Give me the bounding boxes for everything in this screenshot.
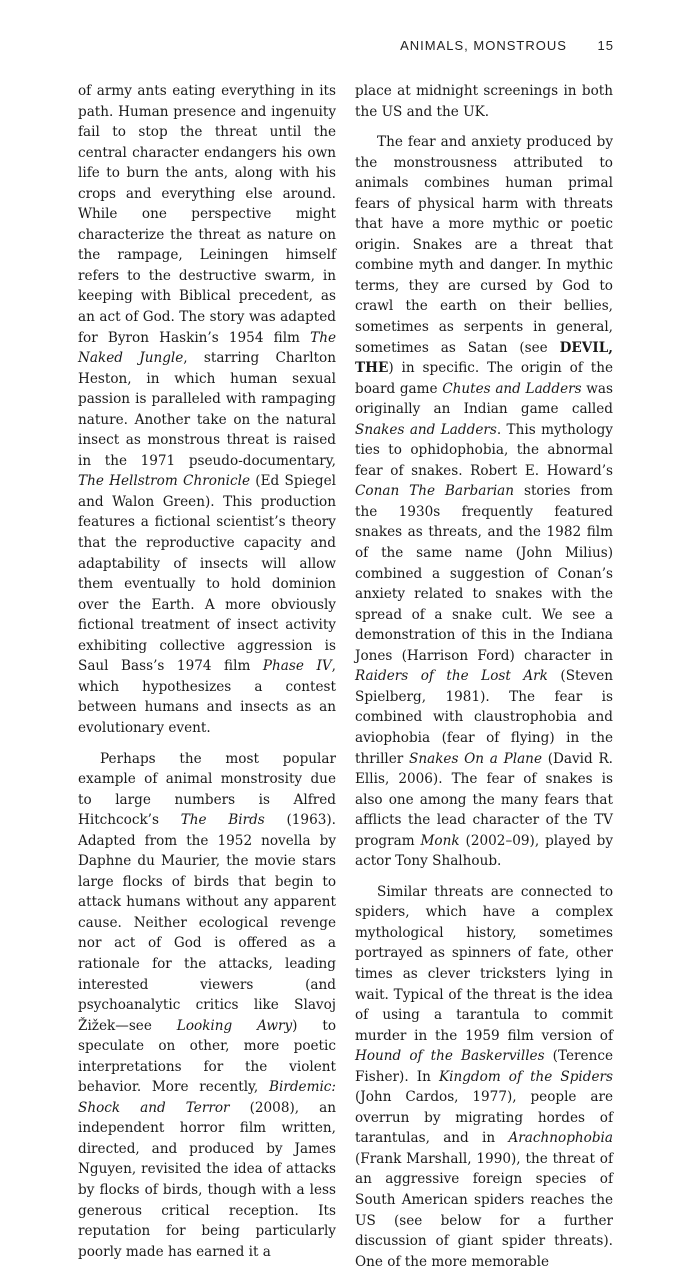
game-title: Chutes and Ladders bbox=[442, 380, 582, 397]
film-title: The Naked Jungle bbox=[78, 329, 336, 367]
film-title: Birdemic: Shock and Terror bbox=[78, 1079, 336, 1116]
book-title: Looking Awry bbox=[176, 1017, 293, 1034]
film-title: Raiders of the Lost Ark bbox=[355, 668, 548, 685]
book-title: Conan The Barbarian bbox=[355, 483, 515, 500]
cross-reference: DEVIL, THE bbox=[355, 339, 613, 377]
film-title: Phase IV bbox=[262, 658, 332, 675]
tv-title: Monk bbox=[420, 832, 460, 849]
paragraph: Perhaps the most popular example of animal monstrosity due to large numbers is Alfred Hitchcock’s The Birds (1963). Adapted from the 1952 novella by Daphne du Maurier, the movie stars large flocks of birds that begin to attack humans without any apparent cause. Neither ecological revenge nor act of God is offered as a rationale for the attacks, leading interested viewers (and psychoanalytic critics like Slavoj Žižek—see Looking Awry) to speculate on other, more poetic interpretations for the violent behavior. More recently, Birdemic: Shock and Terror (2008), an independent horror film written, directed, and produced by James Nguyen, revisited the idea of attacks by flocks of birds, though with a less generous critical reception. Its reputation for being particularly poorly made has earned it a bbox=[78, 750, 337, 1260]
film-title: Kingdom of the Spiders bbox=[438, 1068, 613, 1085]
right-column bbox=[355, 81, 613, 1272]
page-number: 15 bbox=[597, 38, 614, 53]
game-title: Snakes and Ladders bbox=[355, 421, 497, 438]
section-title: ANIMALS, MONSTROUS bbox=[400, 38, 567, 53]
film-title: Snakes On a Plane bbox=[409, 750, 542, 767]
running-head bbox=[400, 38, 614, 53]
film-title: The Hellstrom Chronicle bbox=[78, 473, 250, 490]
film-title: The Birds bbox=[180, 812, 265, 829]
paragraph: Similar threats are connected to spiders, which have a complex mythological history, sometimes portrayed as spinners of fate, other times as clever tricksters lying in wait. Typical of the threat is the idea of using a tarantula to commit murder in the 1959 film version of Hound of the Baskervilles (Terence Fisher). In Kingdom of the Spiders (John Cardos, 1977), people are overrun by migrating hordes of tarantulas, and in Arachnophobia (Frank Marshall, 1990), the threat of an aggressive foreign species of South American spiders reaches the US (see below for a further discussion of giant spider threats). One of the more memorable bbox=[355, 883, 613, 1270]
left-column bbox=[78, 81, 336, 1262]
paragraph: place at midnight screenings in both the US and the UK. bbox=[355, 83, 613, 120]
paragraph: of army ants eating everything in its path. Human presence and ingenuity fail to stop the threat until the central character endangers his own life to burn the ants, along with his crops and everything else around. While one perspective might characterize the threat as nature on the rampage, Leiningen himself refers to the destructive swarm, in keeping with Biblical precedent, as an act of God. The story was adapted for Byron Haskin’s 1954 film The Naked Jungle, starring Charlton Heston, in which human sexual passion is paralleled with rampaging nature. Another take on the natural insect as monstrous threat is raised in the 1971 pseudo-documentary, The Hellstrom Chronicle (Ed Spiegel and Walon Green). This production features a fictional scientist’s theory that the reproductive capacity and adaptability of insects will allow them eventually to hold dominion over the Earth. A more obviously fictional treatment of insect activity exhibiting collective aggression is Saul Bass’s 1974 film Phase IV, which hypothesizes a contest between humans and insects as an evolutionary event. bbox=[78, 83, 337, 736]
film-title: Arachnophobia bbox=[508, 1130, 613, 1147]
paragraph: The fear and anxiety produced by the monstrousness attributed to animals combines human primal fears of physical harm with threats that have a more mythic or poetic origin. Snakes are a threat that combine myth and danger. In mythic terms, they are cursed by God to crawl the earth on their bellies, sometimes as serpents in general, sometimes as Satan (see DEVIL, THE) in specific. The origin of the board game Chutes and Ladders was originally an Indian game called Snakes and Ladders. This mythology ties to ophidophobia, the abnormal fear of snakes. Robert E. Howard’s Conan The Barbarian stories from the 1930s frequently featured snakes as threats, and the 1982 film of the same name (John Milius) combined a suggestion of Conan’s anxiety related to snakes with the spread of a snake cult. We see a demonstration of this in the Indiana Jones (Harrison Ford) character in Raiders of the Lost Ark (Steven Spielberg, 1981). The fear is combined with claustrophobia and aviophobia (fear of flying) in the thriller Snakes On a Plane (David R. Ellis, 2006). The fear of snakes is also one among the many fears that afflicts the lead character of the TV program Monk (2002–09), played by actor Tony Shalhoub. bbox=[355, 134, 613, 870]
film-title: Hound of the Baskervilles bbox=[355, 1048, 545, 1065]
